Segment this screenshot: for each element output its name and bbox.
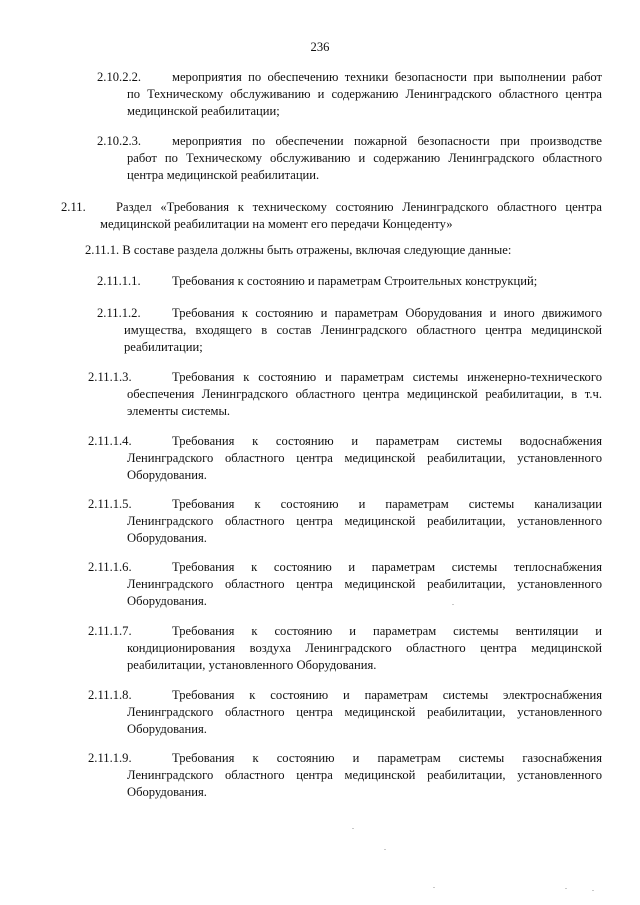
clause-text-first-line: Требования к состоянию и параметрам Строительных конструкций;: [172, 274, 538, 288]
clause-text-continuation: обеспечения Ленинградского областного центра медицинской реабилитации, в т.ч. элементы системы.: [127, 387, 602, 418]
clause-text-continuation: Ленинградского областного центра медицинской реабилитации, установленного Оборудования.: [127, 768, 602, 799]
clause-text-first-line: мероприятия по обеспечении пожарной безопасности при производстве: [172, 134, 602, 148]
clause-number: 2.10.2.2.: [97, 70, 142, 84]
clause-text-continuation: кондиционирования воздуха Ленинградского областного центра медицинской реабилитации, установленного Оборудования.: [127, 641, 602, 672]
clause-number: 2.11.1.1.: [97, 274, 141, 288]
clause-text-continuation: имущества, входящего в состав Ленинградского областного центра медицинской реабилитации;: [124, 323, 602, 354]
clause-text-first-line: Требования к состоянию и параметрам системы водоснабжения: [172, 434, 602, 448]
clause-text-continuation: Ленинградского областного центра медицинской реабилитации, установленного Оборудования.: [127, 451, 602, 482]
clause-text-first-line: Требования к состоянию и параметрам системы теплоснабжения: [172, 560, 602, 574]
clause-text-first-line: Требования к состоянию и параметрам системы электроснабжения: [172, 688, 602, 702]
clause-number: 2.11.1.5.: [88, 497, 132, 511]
clause-text-first-line: Требования к состоянию и параметрам Оборудования и иного движимого: [172, 306, 602, 320]
clause-text-continuation: работ по Техническому обслуживанию и содержанию Ленинградского областного центра медицинской реабилитации.: [127, 151, 602, 182]
clause-text-first-line: мероприятия по обеспечению техники безопасности при выполнении работ: [172, 70, 602, 84]
clause-number: 2.11.1.3.: [88, 370, 132, 384]
clause-number: 2.11.1.9.: [88, 751, 132, 765]
clause-text-continuation: Ленинградского областного центра медицинской реабилитации, установленного Оборудования.: [127, 514, 602, 545]
scan-speck: [565, 888, 567, 889]
section-title-line-2: медицинской реабилитации на момент его передачи Концеденту»: [100, 217, 453, 231]
clause-number: 2.11.1.7.: [88, 624, 132, 638]
clause-number: 2.11.1.2.: [97, 306, 141, 320]
scan-speck: [592, 890, 594, 891]
clause-text-continuation: по Техническому обслуживанию и содержанию Ленинградского областного центра медицинской реабилитации;: [127, 87, 602, 118]
subsection-heading: 2.11.1. В составе раздела должны быть отражены, включая следующие данные:: [85, 243, 512, 257]
clause-number: 2.11.1.8.: [88, 688, 132, 702]
clause-text-continuation: Ленинградского областного центра медицинской реабилитации, установленного Оборудования.: [127, 705, 602, 736]
clause-text-first-line: Требования к состоянию и параметрам системы вентиляции и: [172, 624, 602, 638]
clause-text-first-line: Требования к состоянию и параметрам системы инженерно-технического: [172, 370, 602, 384]
section-number: 2.11.: [61, 200, 86, 214]
clause-number: 2.11.1.4.: [88, 434, 132, 448]
clause-number: 2.11.1.6.: [88, 560, 132, 574]
scan-speck: [352, 828, 354, 829]
clause-text-continuation: Ленинградского областного центра медицинской реабилитации, установленного Оборудования.: [127, 577, 602, 608]
section-title-line-1: Раздел «Требования к техническому состоянию Ленинградского областного центра: [116, 200, 602, 214]
page-number: 236: [310, 40, 330, 54]
clause-text-first-line: Требования к состоянию и параметрам системы канализации: [172, 497, 602, 511]
scan-speck: [452, 604, 454, 605]
section-title: [100, 199, 602, 233]
scan-speck: [384, 849, 386, 850]
clause-text-first-line: Требования к состоянию и параметрам системы газоснабжения: [172, 751, 602, 765]
scan-speck: [433, 887, 435, 888]
clause-number: 2.10.2.3.: [97, 134, 142, 148]
